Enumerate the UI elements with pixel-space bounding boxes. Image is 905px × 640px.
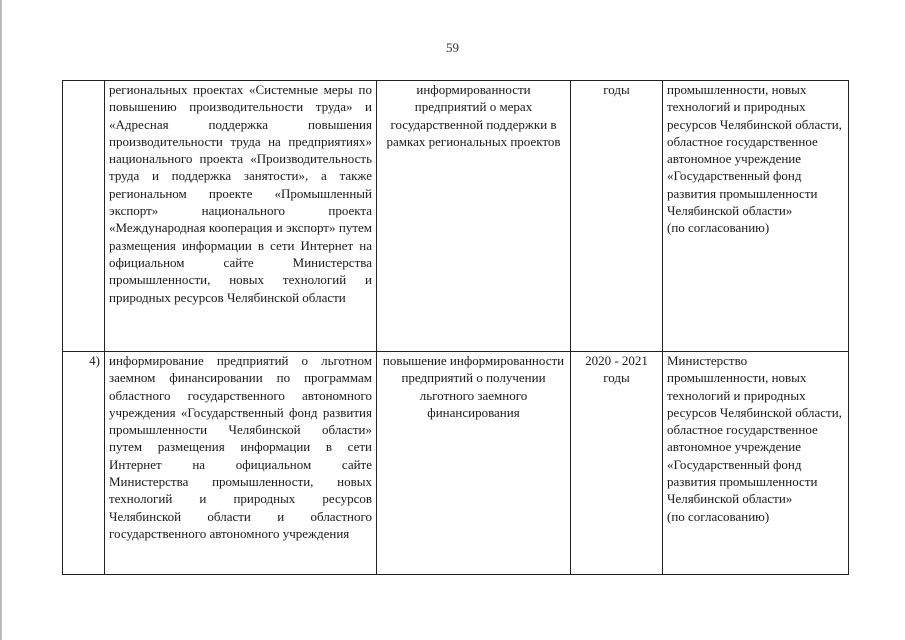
table-row xyxy=(63,352,849,575)
page-left-edge xyxy=(0,0,2,640)
implementation-period: 2020 - 2021 годы xyxy=(571,352,663,575)
event-description: региональных проектах «Системные меры по повышению производительности труда» и «Адресная поддержка повышения производительности труда на предприятиях» национального проекта «Производительность труда и поддержка занятости», а также региональном проекте «Промышленный экспорт» национального проекта «Международная кооперация и экспорт» путем размещения информации в сети Интернет на официальном сайте Министерства промышленности, новых технологий и природных ресурсов Челябинской области xyxy=(105,81,377,352)
row-number: 4) xyxy=(63,352,105,575)
responsible-executor xyxy=(663,81,849,352)
event-description: информирование предприятий о льготном заемном финансировании по программам областного государственного автономного учреждения «Государственный фонд развития промышленности Челябинской области» путем размещения информации в сети Интернет на официальном сайте Министерства промышленности, новых технологий и природных ресурсов Челябинской области и областного государственного автономного учреждения xyxy=(105,352,377,575)
expected-result: повышение информированности предприятий о получении льготного заемного финансирования xyxy=(377,352,571,575)
responsible-text: Министерство промышленности, новых технологий и природных ресурсов Челябинской области, областное государственное автономное учреждение «Государственный фонд развития промышленности Челябинской области» (по согласованию) xyxy=(667,353,842,524)
page-number: 59 xyxy=(446,40,459,55)
responsible-executor xyxy=(663,352,849,575)
row-number xyxy=(63,81,105,352)
responsible-text: промышленности, новых технологий и природных ресурсов Челябинской области, областное государственное автономное учреждение «Государственный фонд развития промышленности Челябинской области» (по согласованию) xyxy=(667,82,842,236)
implementation-period: годы xyxy=(571,81,663,352)
expected-result: информированности предприятий о мерах государственной поддержки в рамках региональных проектов xyxy=(377,81,571,352)
table-row xyxy=(63,81,849,352)
document-table xyxy=(62,80,849,575)
